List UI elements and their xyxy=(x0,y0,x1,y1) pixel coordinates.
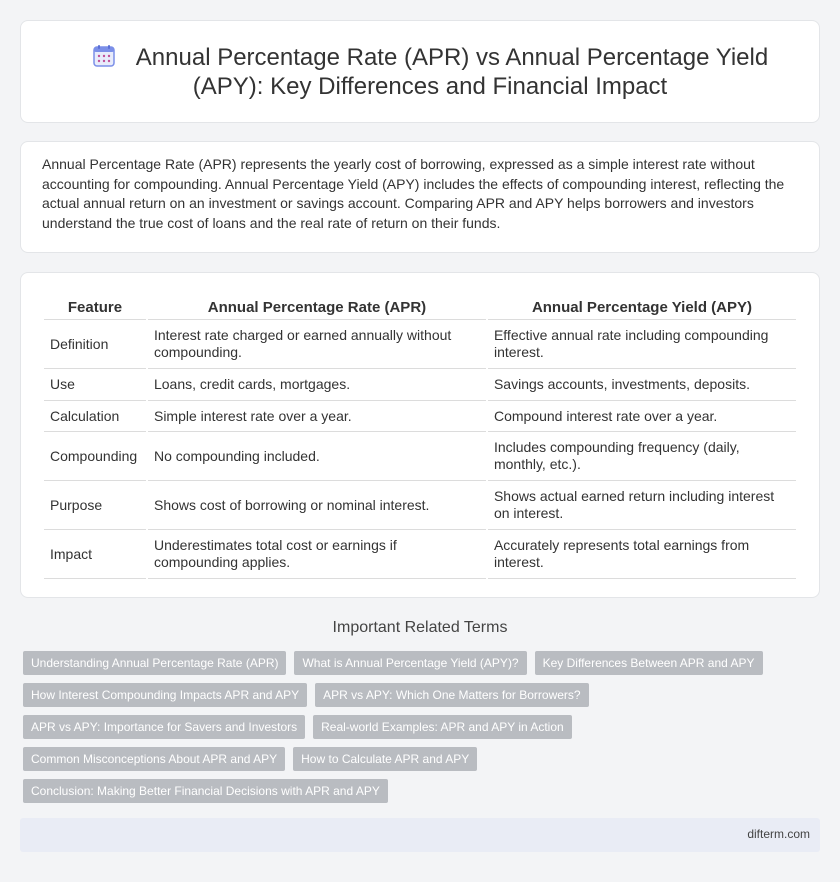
row-feature: Definition xyxy=(44,320,146,369)
intro-card xyxy=(20,141,820,253)
related-term-link[interactable]: Real-world Examples: APR and APY in Action xyxy=(313,715,572,739)
table-row xyxy=(44,320,796,369)
header-feature: Feature xyxy=(44,295,146,320)
row-feature: Use xyxy=(44,369,146,401)
table-header-row xyxy=(44,295,796,320)
table-row xyxy=(44,401,796,432)
related-terms-title: Important Related Terms xyxy=(332,619,508,636)
row-apy: Effective annual rate including compounding interest. xyxy=(488,320,796,369)
related-term-link[interactable]: Conclusion: Making Better Financial Decisions with APR and APY xyxy=(23,779,388,803)
row-feature: Calculation xyxy=(44,401,146,432)
header-apr: Annual Percentage Rate (APR) xyxy=(148,295,486,320)
row-apr: Shows cost of borrowing or nominal interest. xyxy=(148,481,486,530)
table-row xyxy=(44,481,796,530)
related-term-link[interactable]: Understanding Annual Percentage Rate (APR) xyxy=(23,651,286,675)
row-feature: Impact xyxy=(44,530,146,579)
related-term-link[interactable]: What is Annual Percentage Yield (APY)? xyxy=(294,651,526,675)
table-row xyxy=(44,369,796,401)
header-apy: Annual Percentage Yield (APY) xyxy=(488,295,796,320)
row-apy: Savings accounts, investments, deposits. xyxy=(488,369,796,401)
related-term-link[interactable]: How Interest Compounding Impacts APR and APY xyxy=(23,683,307,707)
comparison-table xyxy=(42,295,798,579)
row-apr: Simple interest rate over a year. xyxy=(148,401,486,432)
table-row xyxy=(44,530,796,579)
row-feature: Compounding xyxy=(44,432,146,481)
row-apr: No compounding included. xyxy=(148,432,486,481)
footer xyxy=(20,818,820,852)
related-term-link[interactable]: APR vs APY: Which One Matters for Borrowers? xyxy=(315,683,588,707)
row-apy: Includes compounding frequency (daily, monthly, etc.). xyxy=(488,432,796,481)
page-title xyxy=(61,43,799,101)
related-term-link[interactable]: How to Calculate APR and APY xyxy=(293,747,477,771)
row-apr: Loans, credit cards, mortgages. xyxy=(148,369,486,401)
related-term-link[interactable]: APR vs APY: Importance for Savers and Investors xyxy=(23,715,305,739)
row-apy: Accurately represents total earnings from interest. xyxy=(488,530,796,579)
related-term-link[interactable]: Key Differences Between APR and APY xyxy=(535,651,763,675)
row-apy: Shows actual earned return including interest on interest. xyxy=(488,481,796,530)
calendar-icon xyxy=(92,44,116,68)
intro-paragraph: Annual Percentage Rate (APR) represents the yearly cost of borrowing, expressed as a simple interest rate without accounting for compounding. Annual Percentage Yield (APY) includes the effects of compounding interest, reflecting the actual annual return on an investment or savings account. Comparing APR and APY helps borrowers and investors understand the true cost of loans and the real rate of return on their funds. xyxy=(42,156,785,231)
comparison-table-card xyxy=(20,272,820,598)
related-terms-list xyxy=(23,651,823,811)
header-card xyxy=(20,20,820,123)
row-apr: Underestimates total cost or earnings if compounding applies. xyxy=(148,530,486,579)
row-apy: Compound interest rate over a year. xyxy=(488,401,796,432)
table-row xyxy=(44,432,796,481)
row-apr: Interest rate charged or earned annually without compounding. xyxy=(148,320,486,369)
page-title-text: Annual Percentage Rate (APR) vs Annual Percentage Yield (APY): Key Differences and Financial Impact xyxy=(135,44,769,100)
related-term-link[interactable]: Common Misconceptions About APR and APY xyxy=(23,747,285,771)
row-feature: Purpose xyxy=(44,481,146,530)
footer-site-link[interactable]: difterm.com xyxy=(747,827,810,841)
